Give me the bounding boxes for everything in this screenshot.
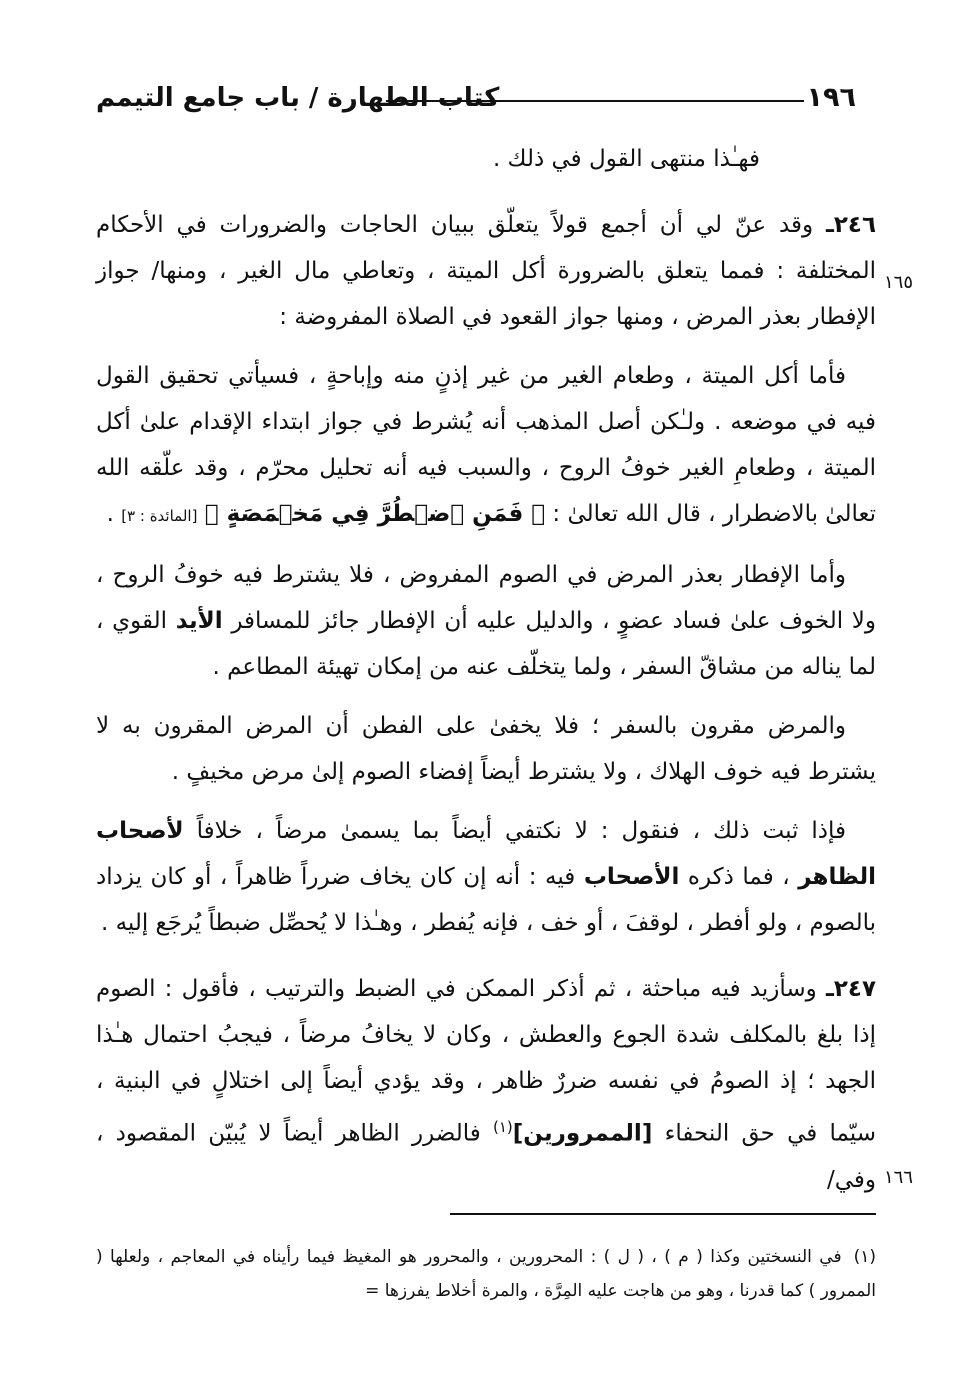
page-header — [96, 78, 856, 122]
footnote-mark: (١) — [853, 1247, 876, 1267]
bold-term: الأصحاب — [583, 864, 680, 890]
bold-term: [الممرورين] — [512, 1120, 653, 1147]
paragraph-text: فأما أكل الميتة ، وطعام الغير من غير إذنٍ منه وإباحةٍ ، فسيأتي تحقيق القول فيه في موضعه . ولـٰكن أصل المذهب أنه يُشرط في جواز ابتداء الإقدام علىٰ أكل الميتة ، وطعامِ الغير خوفُ الروح ، والسبب فيه أنه تحليل محرّم ، وقد علّقه الله تعالىٰ بالاضطرار ، قال الله تعالىٰ : — [96, 363, 876, 527]
footnote-reference: (١) — [492, 1118, 513, 1136]
paragraph-text: وقد عنّ لي أن أجمع قولاً يتعلّق ببيان الحاجات والضرورات في الأحكام المختلفة : فمما يتعلق بالضرورة أكل الميتة ، وتعاطي مال الغير ، ومنها/ جواز الإفطار بعذر المرض ، ومنها جواز القعود في الصلاة المفروضة : — [96, 212, 876, 330]
paragraph-closing-line: فهـٰذا منتهى القول في ذلك . — [492, 146, 760, 172]
paragraph-text: فيه : أنه إن كان يخاف ضرراً ظاهراً ، أو كان يزداد بالصوم ، ولو أفطر ، لوقفَ ، أو خف ، فإنه يُفطر ، وهـٰذا لا يُحصِّل ضبطاً يُرجَع إليه . — [96, 864, 876, 936]
page-number: ١٩٦ — [806, 82, 856, 113]
running-title: كتاب الطهارة / باب جامع التيمم — [96, 83, 500, 113]
main-text — [96, 136, 876, 1216]
paragraph-eating-carrion — [96, 353, 876, 539]
paragraph-end-mark: . — [106, 501, 114, 527]
paragraph-text: فالضرر الظاهر أيضاً لا يُبيّن المقصود ، وفي/ — [96, 1120, 876, 1193]
paragraph-text: وأما الإفطار بعذر المرض في الصوم المفروض ، فلا يشترط فيه خوفُ الروح ، ولا الخوف علىٰ فساد عضوٍ ، والدليل عليه أن الإفطار جائز للمسافر — [96, 562, 877, 634]
bold-term: لأصحاب الظاهر — [96, 818, 877, 890]
paragraph-number: ٢٤٦ـ — [826, 212, 876, 238]
footnote-separator — [450, 1213, 876, 1215]
paragraph-246 — [96, 202, 876, 340]
quran-quote: ﴿ فَمَنِ ٱضۡطُرَّ فِي مَخۡمَصَةٍ ﴾ — [204, 501, 546, 527]
bold-term: الأيد — [175, 608, 223, 634]
paragraph-text: ، فما ذكره — [687, 864, 790, 890]
paragraph-247 — [96, 966, 876, 1203]
footnote-text: في النسختين وكذا ( م ) ، ( ل ) : المحرورين ، والمحرور هو المغيظ فيما رأيناه في المعاجم ، ولعلها ( الممرور ) كما قدرنا ، وهو من هاجت عليه المِرَّة ، والمرة أخلاط يفرزها = — [96, 1247, 876, 1301]
paragraph-zahiris — [96, 808, 876, 946]
paragraph-text: فإذا ثبت ذلك ، فنقول : لا نكتفي أيضاً بما يسمىٰ مرضاً ، خلافاً — [196, 818, 846, 844]
paragraph-text: القوي ، لما يناله من مشاقّ السفر ، ولما يتخلّف عنه من إمكان تهيئة المطاعم . — [96, 608, 876, 680]
footnotes — [96, 1240, 876, 1308]
quran-reference: [المائدة : ٣] — [121, 507, 198, 525]
margin-manuscript-folio: ١٦٦ — [884, 1167, 914, 1188]
margin-manuscript-folio: ١٦٥ — [884, 272, 914, 293]
paragraph-fasting-illness — [96, 552, 876, 690]
paragraph-illness-travel: والمرض مقرون بالسفر ؛ فلا يخفىٰ على الفطن أن المرض المقرون به لا يشترط فيه خوف الهلاك ، ولا يشترط أيضاً إفضاء الصوم إلىٰ مرض مخيفٍ . — [96, 713, 876, 785]
paragraph-text: وسأزيد فيه مباحثة ، ثم أذكر الممكن في الضبط والترتيب ، فأقول : الصوم إذا بلغ بالمكلف شدة الجوع والعطش ، وكان لا يخافُ مرضاً ، فيجبُ احتمال هـٰذا الجهد ؛ إذ الصومُ في نفسه ضررٌ ظاهر ، وقد يؤدي أيضاً إلى اختلالٍ في البنية ، سيّما في حق النحفاء — [96, 976, 877, 1147]
paragraph-number: ٢٤٧ـ — [826, 976, 876, 1002]
footnote — [96, 1240, 876, 1308]
